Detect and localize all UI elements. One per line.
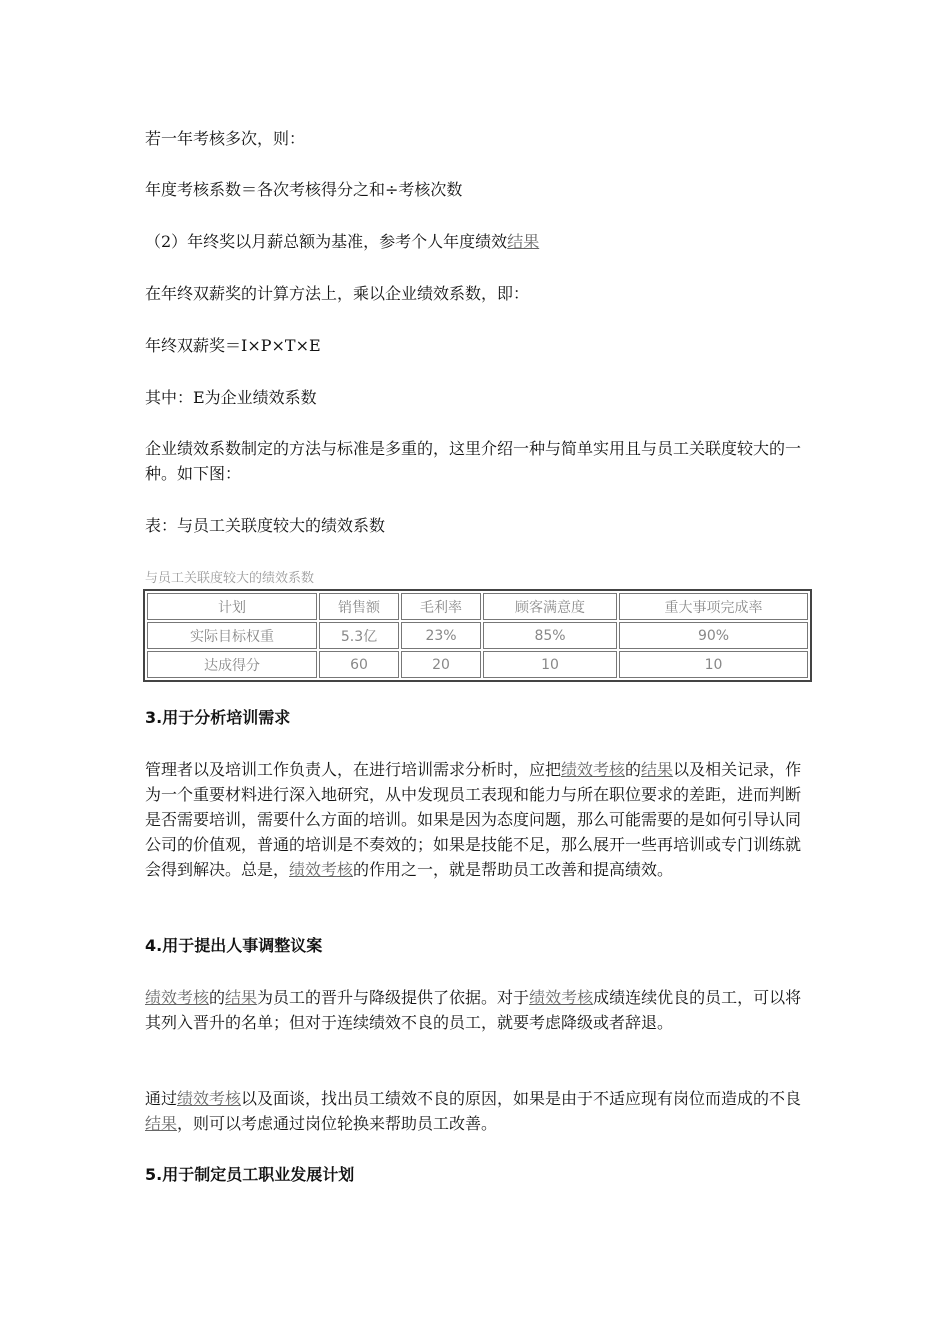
table-cell: 20 [401, 651, 481, 678]
table-header-row [147, 593, 808, 620]
table-header-cell: 顾客满意度 [483, 593, 617, 620]
link-result[interactable]: 结果 [641, 760, 674, 779]
table-header-cell: 毛利率 [401, 593, 481, 620]
table-row [147, 651, 808, 678]
text-segment: （2）年终奖以月薪总额为基准，参考个人年度绩效 [145, 232, 508, 251]
paragraph-training-analysis [145, 757, 815, 882]
table-cell: 实际目标权重 [147, 622, 317, 649]
section-heading-career: 5.用于制定员工职业发展计划 [145, 1165, 355, 1184]
table-header-cell: 计划 [147, 593, 317, 620]
table-cell: 23% [401, 622, 481, 649]
text-segment: 的作用之一，就是帮助员工改善和提高绩效。 [353, 860, 674, 879]
paragraph-coefficient-intro: 企业绩效系数制定的方法与标准是多重的，这里介绍一种与简单实用且与员工关联度较大的一种。如下图： [145, 439, 802, 483]
table-cell: 90% [619, 622, 808, 649]
link-performance-appraisal[interactable]: 绩效考核 [145, 988, 210, 1007]
table-caption: 与员工关联度较大的绩效系数 [145, 571, 315, 586]
paragraph-year-end-bonus-basis [145, 229, 815, 254]
paragraph-e-definition: 其中：E为企业绩效系数 [145, 388, 317, 407]
text-segment: 以及相关记录，作为一个重要材料进行深入地研究，从中发现员工表现和能力与所在职位要求的差距，进而判断是否需要培训，需要什么方面的培训。如果是因为态度问题，那么可能需要的是如何引导认同公司的价值观，普通的培训是不奏效的；如果是技能不足，那么展开一些再培训或专门训练就会得到解决。总是， [145, 760, 802, 879]
link-result[interactable]: 结果 [145, 1114, 178, 1133]
link-result[interactable]: 结果 [507, 232, 540, 251]
link-performance-appraisal[interactable]: 绩效考核 [289, 860, 354, 879]
paragraph-table-title: 表：与员工关联度较大的绩效系数 [145, 516, 386, 535]
paragraph-multiple-reviews: 若一年考核多次，则： [145, 129, 306, 148]
link-performance-appraisal[interactable]: 绩效考核 [177, 1089, 242, 1108]
table-cell: 85% [483, 622, 617, 649]
link-result[interactable]: 结果 [225, 988, 258, 1007]
table-cell: 10 [483, 651, 617, 678]
section-heading-training: 3.用于分析培训需求 [145, 708, 291, 727]
table-cell: 10 [619, 651, 808, 678]
text-segment: 的 [209, 988, 226, 1007]
paragraph-double-salary-formula: 年终双薪奖＝I×P×T×E [145, 336, 321, 355]
text-segment: 为员工的晋升与降级提供了依据。对于 [257, 988, 530, 1007]
text-segment: 管理者以及培训工作负责人，在进行培训需求分析时，应把 [145, 760, 562, 779]
text-segment: 成绩连续优良的员工，可以将其列入晋升的名单；但对于连续绩效不良的员工，就要考虑降级或者辞退。 [145, 988, 802, 1032]
link-performance-appraisal[interactable]: 绩效考核 [529, 988, 594, 1007]
text-segment: 以及面谈，找出员工绩效不良的原因，如果是由于不适应现有岗位而造成的不良 [241, 1089, 802, 1108]
table-header-cell: 销售额 [319, 593, 399, 620]
table-cell: 达成得分 [147, 651, 317, 678]
link-performance-appraisal[interactable]: 绩效考核 [561, 760, 626, 779]
text-segment: ，则可以考虑通过岗位轮换来帮助员工改善。 [177, 1114, 498, 1133]
table-cell: 5.3亿 [319, 622, 399, 649]
paragraph-promotion-basis [145, 985, 815, 1035]
table-row [147, 622, 808, 649]
paragraph-double-salary-method: 在年终双薪奖的计算方法上，乘以企业绩效系数，即： [145, 284, 530, 303]
section-heading-personnel: 4.用于提出人事调整议案 [145, 936, 323, 955]
table-header-cell: 重大事项完成率 [619, 593, 808, 620]
text-segment: 的 [625, 760, 642, 779]
table-cell: 60 [319, 651, 399, 678]
paragraph-job-rotation [145, 1086, 815, 1136]
text-segment: 通过 [145, 1089, 178, 1108]
paragraph-annual-coefficient-formula: 年度考核系数＝各次考核得分之和÷考核次数 [145, 180, 463, 199]
performance-coefficient-table [143, 589, 812, 682]
